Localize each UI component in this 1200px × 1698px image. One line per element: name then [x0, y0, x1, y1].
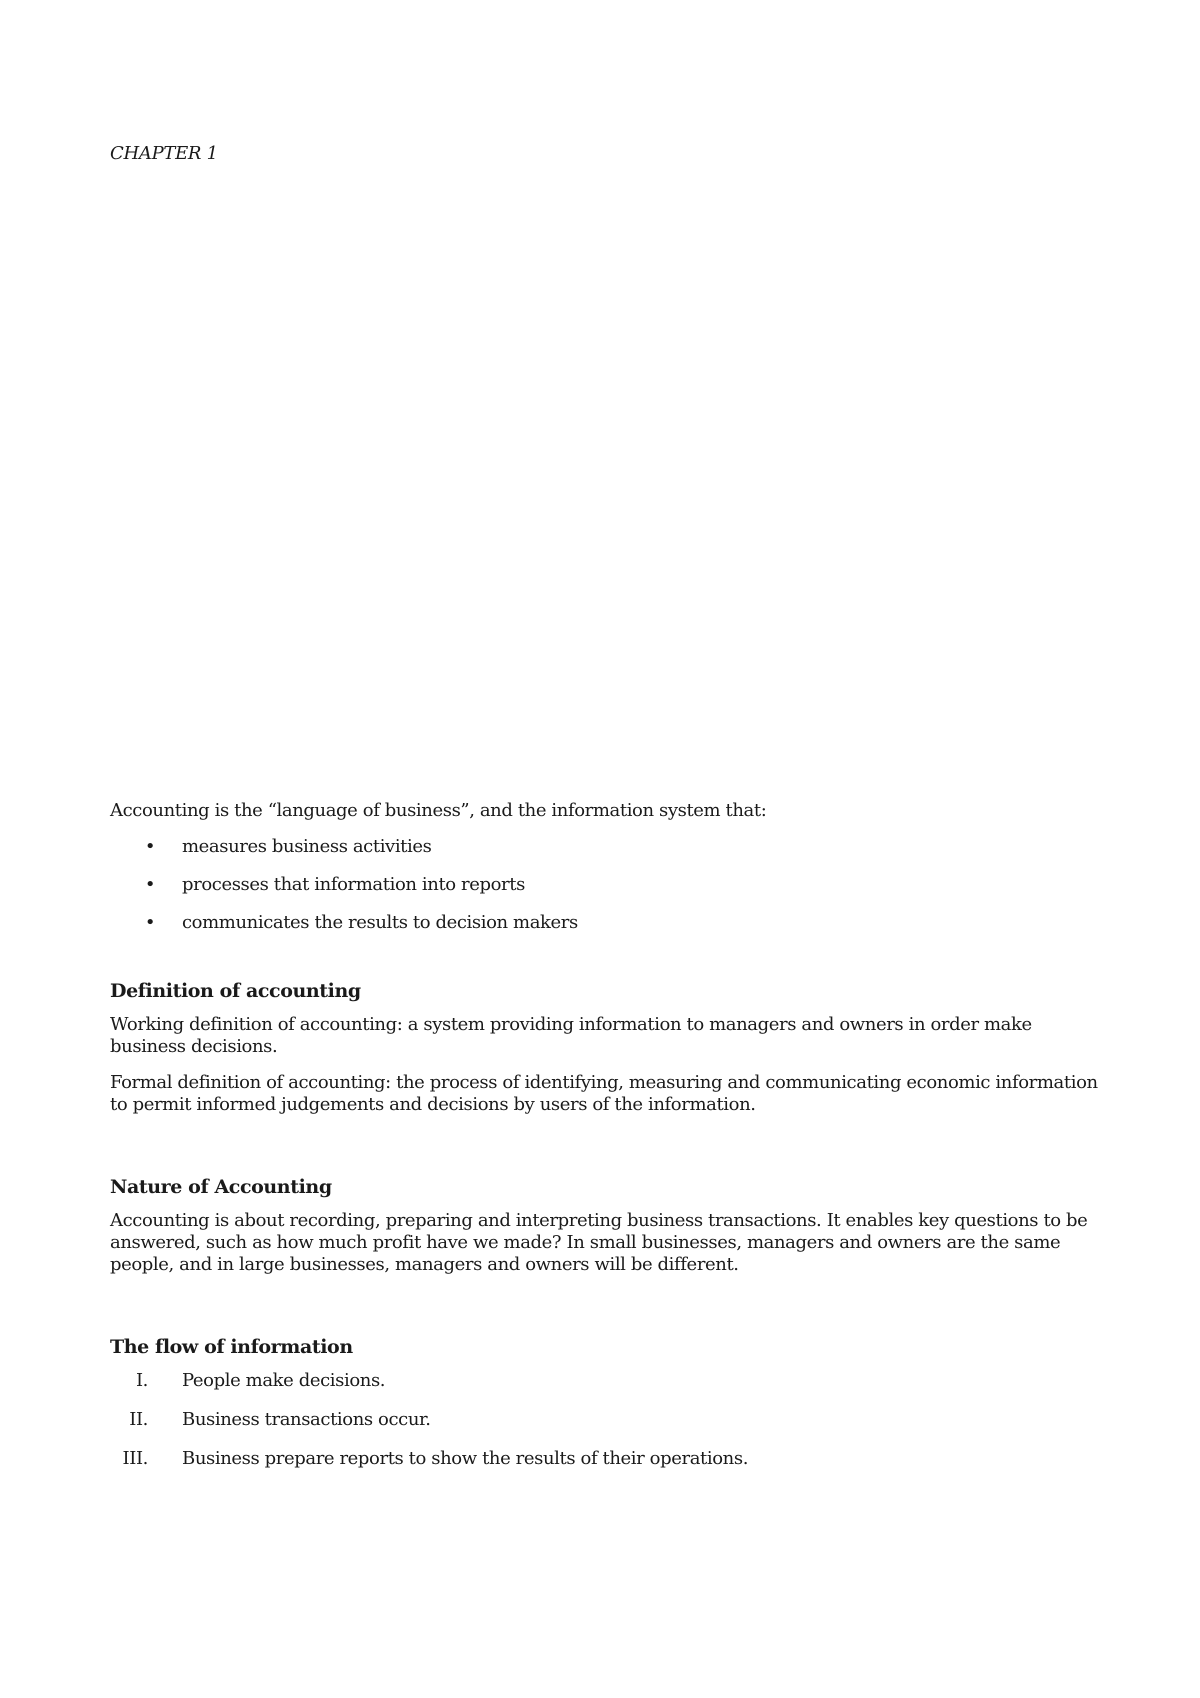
nature-paragraph: Accounting is about recording, preparing and interpreting business transactions. It enables key questions to be answered, such as how much profit have we made? In small businesses, managers and owners are the same people, and in large businesses, managers and owners will be different.	[110, 1210, 1088, 1275]
list-item-text: People make decisions.	[182, 1370, 386, 1391]
bullet-text: communicates the results to decision makers	[182, 912, 578, 933]
bullet-icon: •	[144, 874, 156, 895]
section-heading-flow: The flow of information	[110, 1336, 353, 1358]
list-item-text: Business transactions occur.	[182, 1409, 431, 1430]
spacer	[110, 1130, 1100, 1176]
bullet-text: measures business activities	[182, 836, 432, 857]
chapter-label: CHAPTER 1	[110, 143, 218, 164]
list-item	[110, 836, 1100, 858]
section-heading-definition: Definition of accounting	[110, 980, 361, 1002]
spacer	[110, 1290, 1100, 1336]
list-numeral: I.	[135, 1370, 148, 1391]
list-item	[110, 874, 1100, 896]
list-item	[110, 1409, 1100, 1431]
working-definition-paragraph: Working definition of accounting: a system providing information to managers and owners in order make business decisions.	[110, 1014, 1032, 1057]
flow-numbered-list	[110, 1370, 1100, 1470]
list-item	[110, 1370, 1100, 1392]
list-numeral: II.	[129, 1409, 148, 1430]
bullet-icon: •	[144, 836, 156, 857]
list-numeral: III.	[122, 1448, 148, 1469]
section-heading-nature: Nature of Accounting	[110, 1176, 332, 1198]
list-item-text: Business prepare reports to show the results of their operations.	[182, 1448, 749, 1469]
intro-paragraph: Accounting is the “language of business”, and the information system that:	[110, 800, 767, 821]
bullet-icon: •	[144, 912, 156, 933]
intro-bullet-list	[110, 836, 1100, 934]
list-item	[110, 912, 1100, 934]
document-body	[110, 800, 1100, 1487]
list-item	[110, 1448, 1100, 1470]
spacer	[110, 950, 1100, 980]
bullet-text: processes that information into reports	[182, 874, 525, 895]
formal-definition-paragraph: Formal definition of accounting: the process of identifying, measuring and communicating economic information to permit informed judgements and decisions by users of the information.	[110, 1072, 1098, 1115]
